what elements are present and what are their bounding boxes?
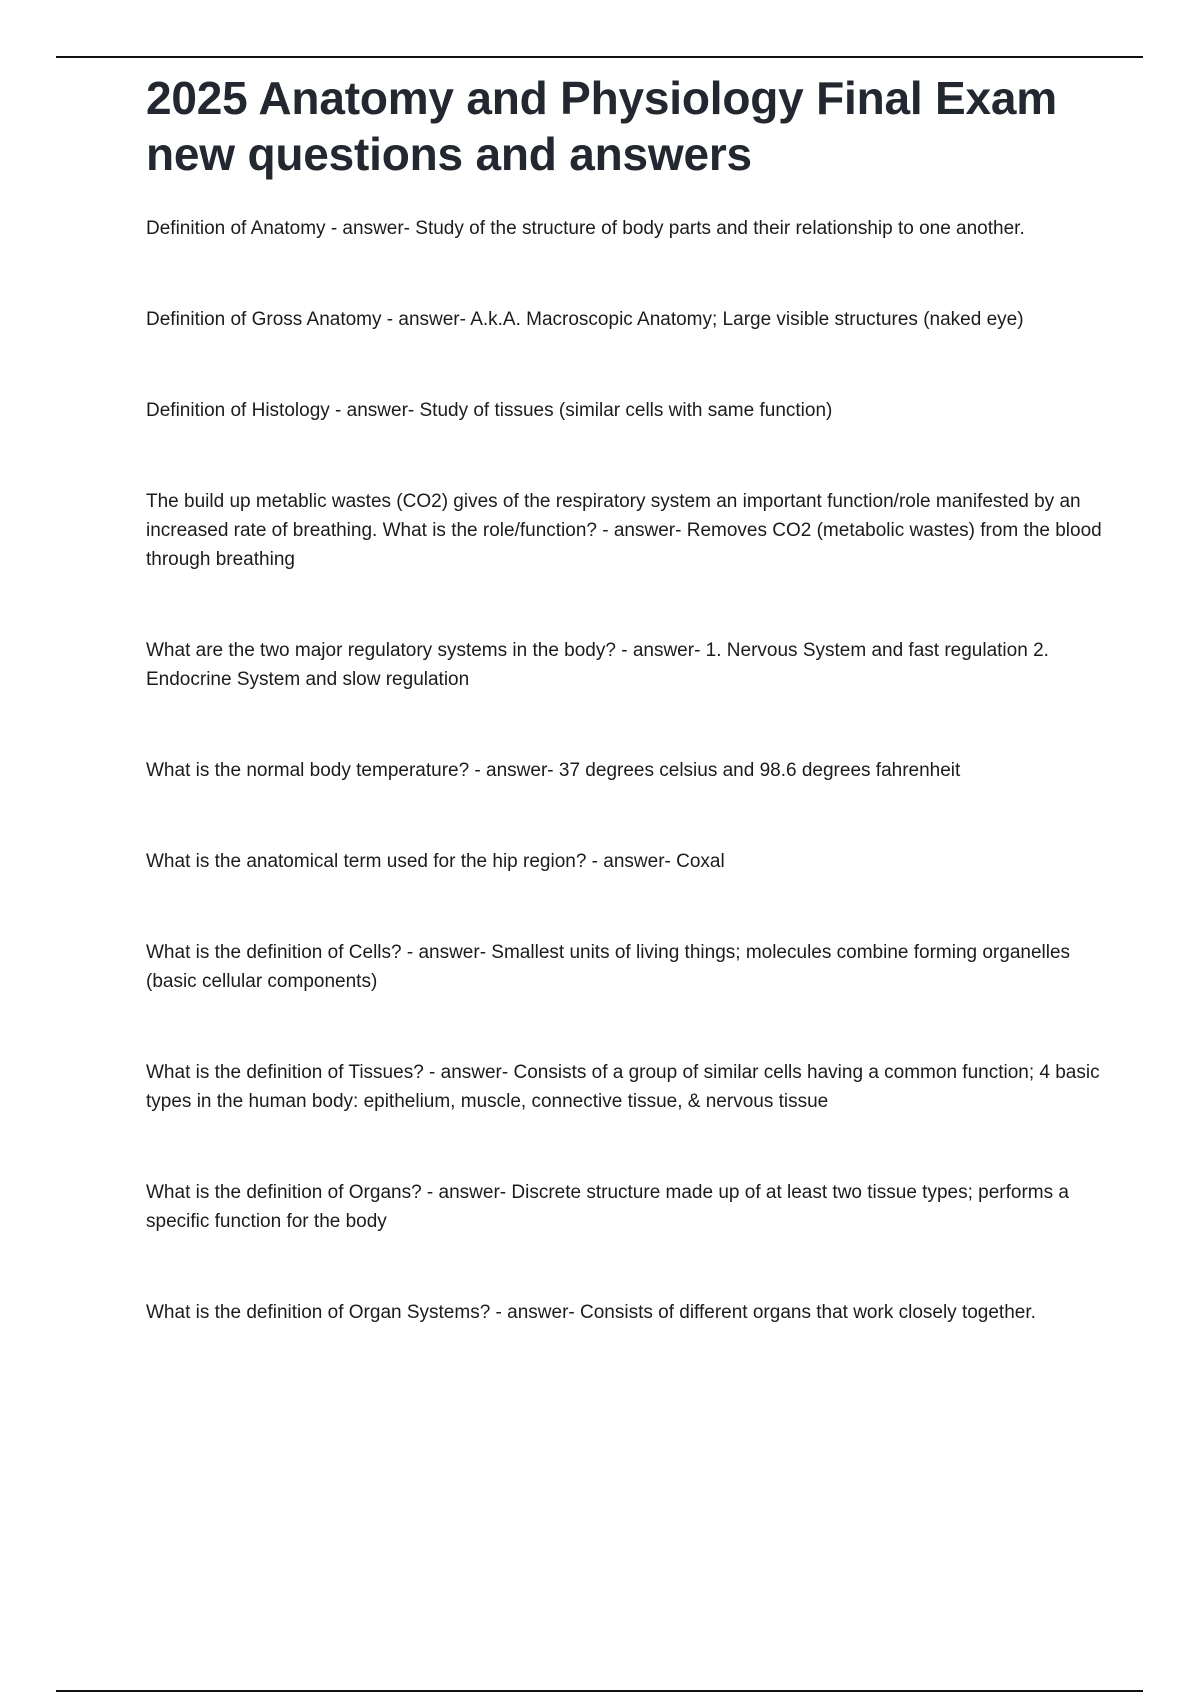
top-divider xyxy=(56,56,1143,58)
qa-item-body-temperature: What is the normal body temperature? - answer- 37 degrees celsius and 98.6 degrees fahrenheit xyxy=(146,760,961,781)
qa-list xyxy=(146,214,1106,1327)
qa-item-hip-region: What is the anatomical term used for the hip region? - answer- Coxal xyxy=(146,851,725,872)
document-page xyxy=(146,70,1106,1389)
bottom-divider xyxy=(56,1690,1143,1692)
qa-item-respiratory-role: The build up metablic wastes (CO2) gives of the respiratory system an important function/role manifested by an increased rate of breathing. What is the role/function? - answer- Removes CO2 (metabolic wastes) from the blood through breathing xyxy=(146,491,1102,570)
qa-item-organs: What is the definition of Organs? - answer- Discrete structure made up of at least two tissue types; performs a specific function for the body xyxy=(146,1182,1069,1232)
qa-item-anatomy: Definition of Anatomy - answer- Study of the structure of body parts and their relationship to one another. xyxy=(146,218,1025,239)
qa-item-cells: What is the definition of Cells? - answer- Smallest units of living things; molecules combine forming organelles (basic cellular components) xyxy=(146,942,1071,992)
qa-item-tissues: What is the definition of Tissues? - answer- Consists of a group of similar cells having a common function; 4 basic types in the human body: epithelium, muscle, connective tissue, & nervous tissue xyxy=(146,1062,1100,1112)
qa-item-gross-anatomy: Definition of Gross Anatomy - answer- A.k.A. Macroscopic Anatomy; Large visible structures (naked eye) xyxy=(146,309,1024,330)
qa-item-histology: Definition of Histology - answer- Study of tissues (similar cells with same function) xyxy=(146,400,833,421)
qa-item-regulatory-systems: What are the two major regulatory systems in the body? - answer- 1. Nervous System and fast regulation 2. Endocrine System and slow regulation xyxy=(146,640,1049,690)
qa-item-organ-systems: What is the definition of Organ Systems? - answer- Consists of different organs that work closely together. xyxy=(146,1302,1036,1323)
document-title: 2025 Anatomy and Physiology Final Exam new questions and answers xyxy=(146,72,1057,180)
